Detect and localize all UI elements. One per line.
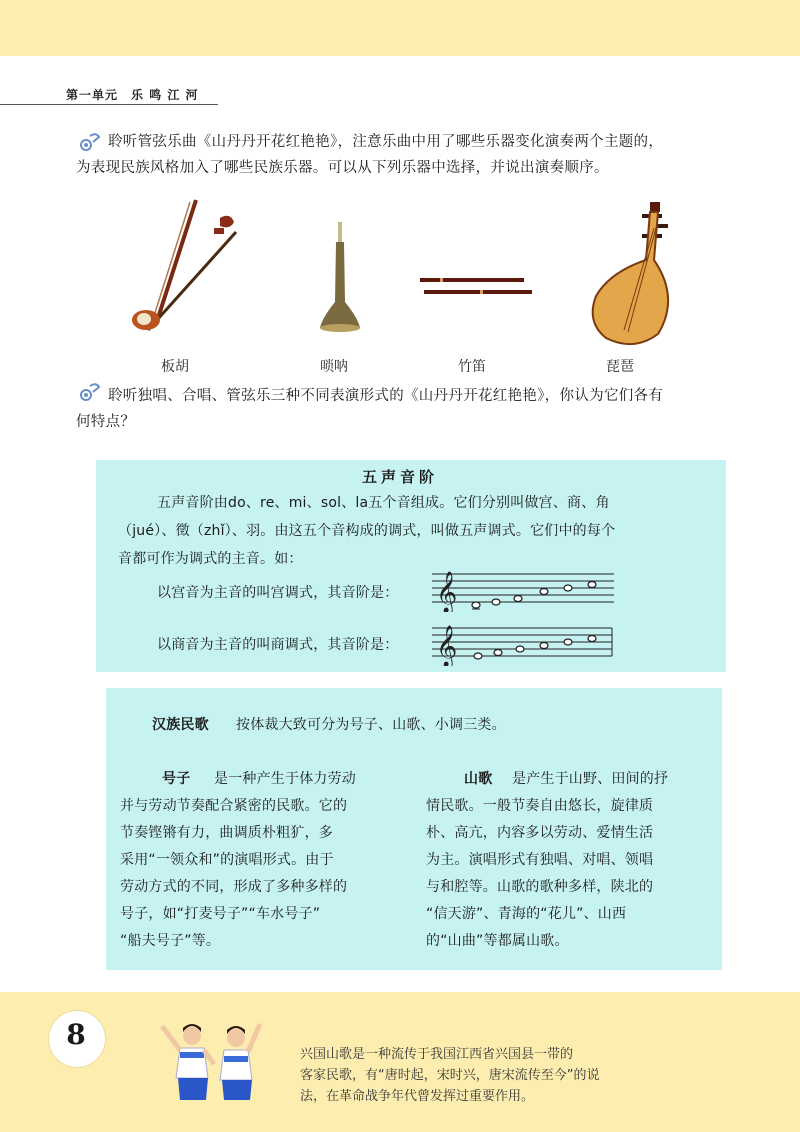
haozi-term: 号子	[162, 771, 191, 787]
haozi-line: 劳动方式的不同，形成了多种多样的	[120, 879, 348, 895]
shange-line: 朴、高亢，内容多以劳动、爱情生活	[426, 825, 654, 841]
haozi-line: “船夫号子”等。	[120, 933, 221, 949]
instrument-label-dizi: 竹笛	[458, 359, 486, 375]
listen1-line2: 为表现民族风格加入了哪些民族乐器。可以从下列乐器中选择，并说出演奏顺序。	[76, 160, 609, 176]
haozi-line: 节奏铿锵有力，曲调质朴粗犷，多	[120, 825, 333, 841]
pentatonic-line2: （jué）、徵（zhǐ）、羽。由这五个音构成的调式，叫做五声调式。它们中的每个	[118, 523, 616, 539]
shange-line: “信天游”、青海的“花儿”、山西	[426, 906, 627, 922]
pipa-icon	[588, 198, 678, 350]
note-line: 法，在革命战争年代曾发挥过重要作用。	[300, 1089, 535, 1104]
shange-term: 山歌	[464, 771, 493, 787]
instrument-label-suona: 唢呐	[320, 359, 348, 375]
top-band	[0, 0, 800, 56]
gong-scale-staff	[432, 568, 616, 612]
svg-text:𝄞: 𝄞	[436, 572, 458, 612]
dizi-icon	[420, 276, 534, 298]
listen2-line2: 何特点？	[76, 414, 136, 430]
shange-line: 为主。演唱形式有独唱、对唱、领唱	[426, 852, 654, 868]
pentatonic-line3: 音都可作为调式的主音。如：	[118, 551, 303, 567]
haozi-line: 号子，如“打麦号子”“车水号子”	[120, 906, 321, 922]
unit-title: 第一单元 乐 鸣 江 河	[66, 88, 199, 102]
listen-icon	[78, 380, 102, 402]
gong-mode-text: 以宫音为主音的叫宫调式，其音阶是：	[157, 585, 399, 601]
note-line: 客家民歌，有“唐时起，宋时兴，唐宋流传至今”的说	[300, 1068, 600, 1083]
shange-line: 与和腔等。山歌的歌种多样，陕北的	[426, 879, 654, 895]
haozi-line: 是一种产生于体力劳动	[214, 771, 356, 787]
shange-line: 情民歌。一般节奏自由悠长，旋律质	[426, 798, 654, 814]
page-number: 8	[66, 1018, 86, 1051]
note-line: 兴国山歌是一种流传于我国江西省兴国县一带的	[300, 1047, 574, 1062]
note-text	[300, 1044, 660, 1107]
listen-icon	[78, 130, 102, 152]
banhu-icon	[118, 198, 248, 348]
suona-icon	[318, 222, 362, 334]
pentatonic-title: 五声音阶	[362, 468, 439, 486]
instrument-label-banhu: 板胡	[161, 359, 189, 375]
pentatonic-line1: 五声音阶由do、re、mi、sol、la五个音组成。它们分别叫做宫、商、角	[157, 495, 610, 511]
haozi-line: 采用“一领众和”的演唱形式。由于	[120, 852, 334, 868]
listen1-line1: 聆听管弦乐曲《山丹丹开花红艳艳》，注意乐曲中用了哪些乐器变化演奏两个主题的，	[108, 134, 664, 150]
shang-mode-text: 以商音为主音的叫商调式，其音阶是：	[157, 637, 399, 653]
shang-scale-staff	[432, 622, 616, 666]
instrument-label-pipa: 琵琶	[606, 359, 634, 375]
haozi-line: 并与劳动节奏配合紧密的民歌。它的	[120, 798, 348, 814]
svg-text:𝄞: 𝄞	[436, 626, 458, 666]
listen2-line1: 聆听独唱、合唱、管弦乐三种不同表演形式的《山丹丹开花红艳艳》，你认为它们各有	[108, 388, 664, 404]
folk-intro: 按体裁大致可分为号子、山歌、小调三类。	[236, 717, 506, 733]
folk-heading: 汉族民歌	[152, 717, 209, 733]
header-divider	[0, 104, 218, 105]
singers-photo	[156, 1016, 266, 1102]
shange-line: 的“山曲”等都属山歌。	[426, 933, 569, 949]
shange-line: 是产生于山野、田间的抒	[512, 771, 669, 787]
